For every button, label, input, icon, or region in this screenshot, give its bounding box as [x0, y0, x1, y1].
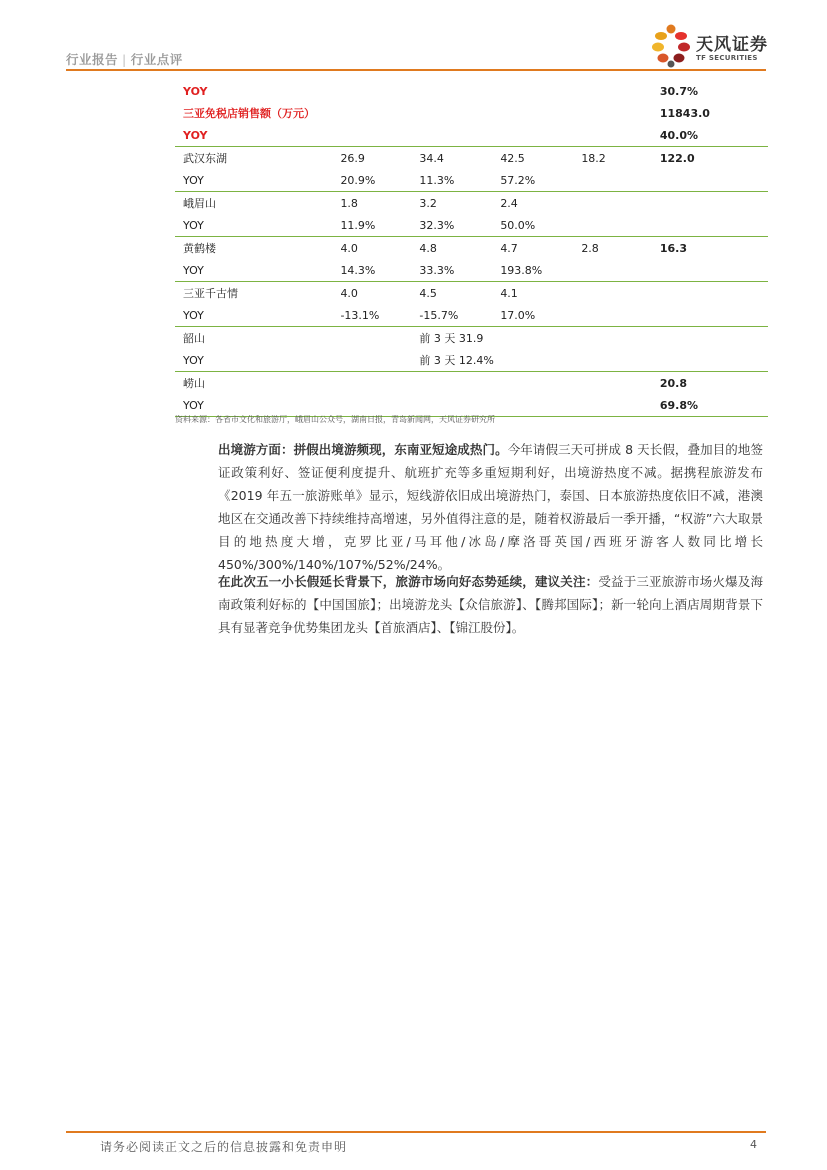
- table-cell: 韶山: [175, 327, 332, 350]
- table-cell: [411, 80, 492, 102]
- table-row: [175, 372, 768, 395]
- report-category: 行业报告: [66, 52, 119, 67]
- table-cell: [332, 349, 411, 372]
- table-cell: 57.2%: [500, 173, 536, 187]
- table-cell: 30.7%: [659, 84, 698, 98]
- table-cell: 20.8: [652, 372, 768, 395]
- table-cell: [573, 372, 652, 395]
- table-cell: 4.0: [332, 237, 411, 260]
- paragraph-recommendation-heading: 在此次五一小长假延长背景下，旅游市场向好态势延续，建议关注：: [218, 574, 599, 589]
- table-cell: [573, 80, 652, 102]
- table-row: [175, 80, 768, 102]
- table-cell: 11.3%: [419, 173, 455, 187]
- table-cell: 三亚免税店销售额（万元）: [183, 107, 315, 120]
- table-cell: 前 3 天 12.4%: [419, 354, 494, 367]
- table-cell: [332, 124, 411, 147]
- table-cell: 2.8: [573, 237, 652, 260]
- logo-subtitle: TF SECURITIES: [696, 54, 758, 62]
- table-cell: [652, 282, 768, 305]
- table-cell: YOY: [183, 263, 204, 277]
- table-cell: YOY: [183, 128, 208, 142]
- table-cell: 11.9%: [340, 218, 376, 232]
- table-row: [175, 237, 768, 260]
- table-cell: 33.3%: [419, 263, 455, 277]
- table-cell: [573, 124, 652, 147]
- table-cell: 三亚千古情: [175, 282, 332, 305]
- table-cell: 50.0%: [500, 218, 536, 232]
- header-rule: [66, 69, 766, 71]
- footer-rule: [66, 1131, 766, 1133]
- table-cell: [411, 124, 492, 147]
- table-cell: [573, 282, 652, 305]
- company-logo: [650, 22, 770, 68]
- table-row: [175, 214, 768, 237]
- paragraph-outbound-body: 今年请假三天可拼成 8 天长假，叠加目的地签证政策利好、签证便利度提升、航班扩充等多重短期利好，出境游热度不减。据携程旅游发布《2019 年五一旅游账单》显示，短线游依旧成出境游热门，泰国、日本旅游热度依旧不减，港澳地区在交通改善下持续维持高增速，另外值得注意的是，随着权游最后一季开播，“权游”六大取景目的地热度大增，克罗比亚/马耳他/冰岛/摩洛哥英国/西班牙游客人数同比增长 450%/300%/140%/107%/52%/24%。: [218, 442, 763, 572]
- table-cell: [573, 259, 652, 282]
- paragraph-outbound: [218, 438, 763, 576]
- table-cell: 武汉东湖: [175, 147, 332, 170]
- footer-disclaimer: 请务必阅读正文之后的信息披露和免责申明: [100, 1140, 348, 1154]
- table-cell: [573, 394, 652, 417]
- table-cell: [492, 394, 573, 417]
- table-cell: 26.9: [332, 147, 411, 170]
- table-cell: YOY: [183, 173, 204, 187]
- table-cell: 峨眉山: [175, 192, 332, 215]
- table-cell: 32.3%: [419, 218, 455, 232]
- table-cell: 4.8: [411, 237, 492, 260]
- table-cell: [652, 304, 768, 327]
- table-cell: 193.8%: [500, 263, 543, 277]
- table-row: [175, 349, 768, 372]
- table-cell: [652, 169, 768, 192]
- table-cell: [652, 259, 768, 282]
- table-cell: [492, 80, 573, 102]
- table-cell: 崂山: [175, 372, 332, 395]
- table-cell: -13.1%: [340, 308, 380, 322]
- table-cell: [573, 169, 652, 192]
- table-cell: YOY: [183, 353, 204, 367]
- table-cell: [411, 372, 492, 395]
- table-row: [175, 102, 768, 124]
- breadcrumb: [66, 50, 183, 68]
- paragraph-outbound-heading: 出境游方面：拼假出境游频现，东南亚短途成热门。: [218, 442, 508, 457]
- table-cell: 1.8: [332, 192, 411, 215]
- table-cell: 20.9%: [340, 173, 376, 187]
- table-cell: 前 3 天 31.9: [411, 327, 768, 350]
- table-row: [175, 327, 768, 350]
- table-cell: [492, 372, 573, 395]
- table-cell: 2.4: [492, 192, 573, 215]
- table-row: [175, 304, 768, 327]
- table-row: [175, 147, 768, 170]
- table-row: [175, 124, 768, 147]
- page-header: [0, 0, 827, 72]
- table-cell: YOY: [183, 84, 208, 98]
- table-cell: 14.3%: [340, 263, 376, 277]
- table-row: [175, 282, 768, 305]
- table-cell: 122.0: [652, 147, 768, 170]
- report-subcategory: 行业点评: [130, 52, 183, 67]
- table-cell: 4.7: [492, 237, 573, 260]
- table-cell: [332, 102, 411, 124]
- table-cell: 4.5: [411, 282, 492, 305]
- logo-name: 天风证券: [696, 35, 768, 55]
- table-cell: YOY: [183, 308, 204, 322]
- table-cell: 40.0%: [659, 128, 698, 142]
- breadcrumb-separator: |: [122, 52, 127, 67]
- table-cell: [573, 214, 652, 237]
- table-cell: [652, 192, 768, 215]
- table-cell: 11843.0: [659, 106, 710, 120]
- table-cell: [573, 304, 652, 327]
- table-cell: 16.3: [652, 237, 768, 260]
- table-cell: [332, 80, 411, 102]
- table-cell: 18.2: [573, 147, 652, 170]
- source-note: 资料来源：各省市文化和旅游厅，峨眉山公众号，湖南日报，青岛新闻网，天风证券研究所: [175, 415, 495, 424]
- table-cell: [573, 192, 652, 215]
- table-cell: YOY: [175, 394, 332, 417]
- table-cell: [332, 327, 411, 350]
- table-cell: 69.8%: [652, 394, 768, 417]
- tourism-data-table: [175, 80, 768, 417]
- table-cell: [492, 124, 573, 147]
- table-row: [175, 169, 768, 192]
- page-number: 4: [750, 1138, 757, 1151]
- table-cell: -15.7%: [419, 308, 459, 322]
- table-cell: [332, 372, 411, 395]
- table-cell: 42.5: [492, 147, 573, 170]
- table-cell: 黄鹤楼: [175, 237, 332, 260]
- table-cell: YOY: [183, 218, 204, 232]
- table-cell: [652, 214, 768, 237]
- flower-logo-icon: [650, 22, 694, 68]
- table-cell: 17.0%: [500, 308, 536, 322]
- table-cell: 4.1: [492, 282, 573, 305]
- table-cell: 4.0: [332, 282, 411, 305]
- paragraph-recommendation: [218, 570, 763, 639]
- table-cell: [573, 102, 652, 124]
- table-cell: 34.4: [411, 147, 492, 170]
- table-cell: [492, 102, 573, 124]
- table-row: [175, 259, 768, 282]
- table-cell: 3.2: [411, 192, 492, 215]
- table-row: [175, 192, 768, 215]
- table-cell: [411, 102, 492, 124]
- paragraph-recommendation-body: 受益于三亚旅游市场火爆及海南政策利好标的【中国国旅】；出境游龙头【众信旅游】、【腾邦国际】；新一轮向上酒店周期背景下具有显著竞争优势集团龙头【首旅酒店】、【锦江股份】。: [218, 574, 763, 635]
